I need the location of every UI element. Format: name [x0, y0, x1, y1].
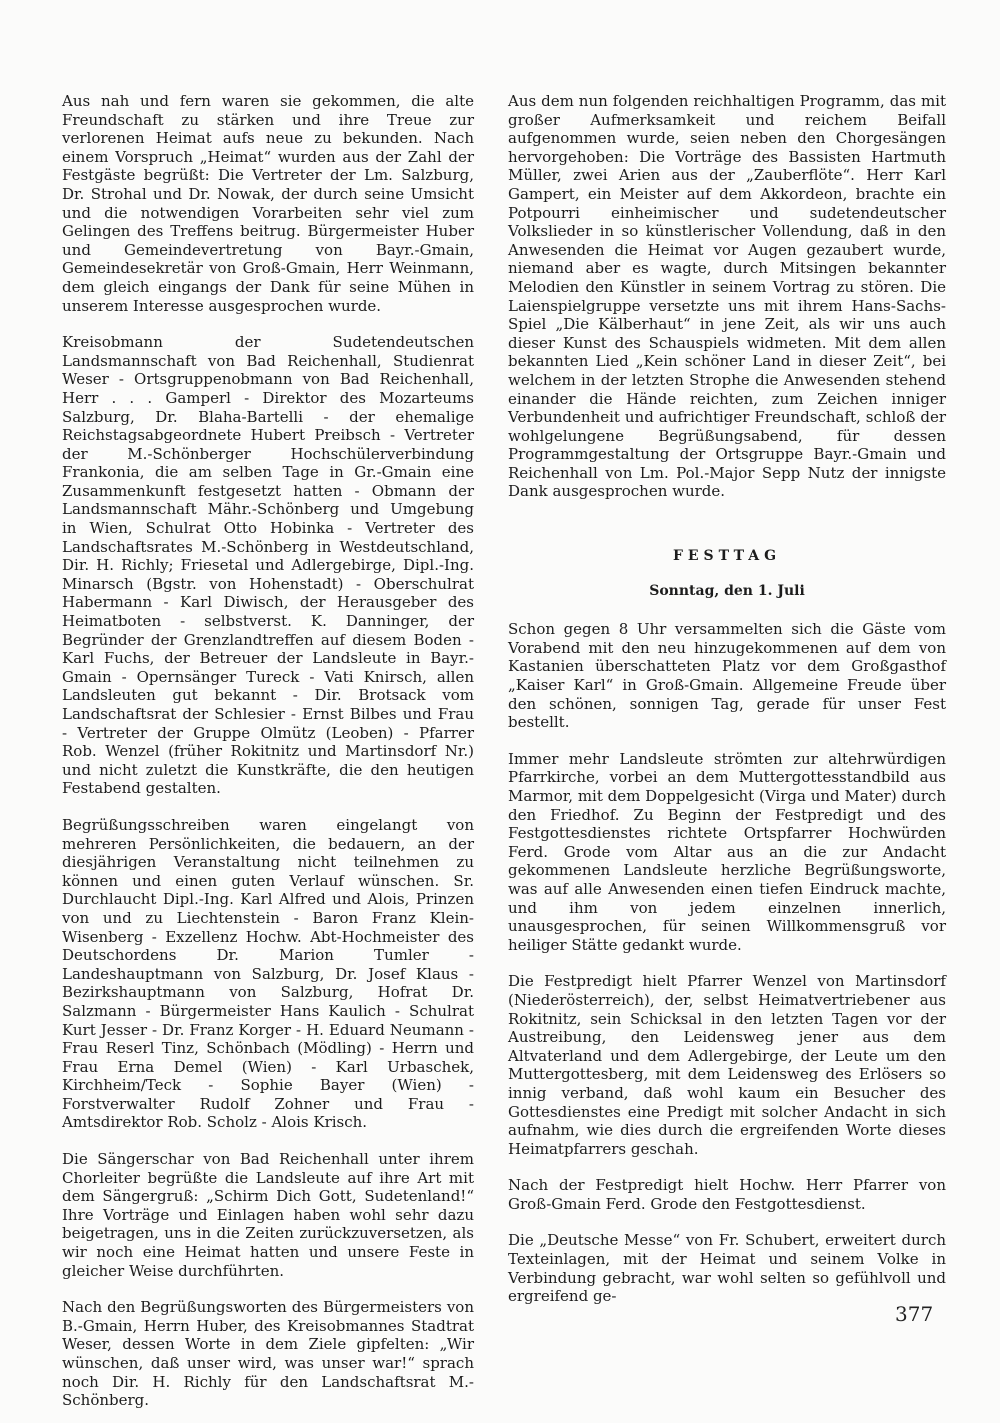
paragraph-guests: Kreisobmann der Sudetendeutschen Landsmannschaft von Bad Reichenhall, Studienrat Weser - Ortsgruppenobmann von Bad Reichenhall, Herr . . . Gamperl - Direktor des Mozarteums Salzburg, Dr. Blaha-Bartelli - der ehemalige Reichstagsabgeordnete Hubert Preibsch - Vertreter der M.-Schönberger Hochschülerverbindung Frankonia, die am selben Tage in Gr.-Gmain eine Zusammenkunft festgesetzt hatten - Obmann der Landsmannschaft Mähr.-Schönberg und Umgebung in Wien, Schulrat Otto Hobinka - Vertreter des Landschaftsrates M.-Schönberg in Westdeutschland, Dir. H. Richly; Friesetal und Adlergebirge, Dipl.-Ing. Minarsch (Bgstr. von Hohenstadt) - Oberschulrat Habermann - Karl Diwisch, der Herausgeber des Heimatboten - selbstverst. K. Danninger, der Begründer der Grenzlandtreffen auf diesem Boden - Karl Fuchs, der Betreuer der Landsleute in Bayr.-Gmain - Opernsänger Tureck - Vati Knirsch, allen Landsleuten gut bekannt - Dir. Brotsack vom Landschaftsrat der Schlesier - Ernst Bilbes und Frau - Vertreter der Gruppe Olmütz (Leoben) - Pfarrer Rob. Wenzel (früher Rokitnitz und Martinsdorf Nr.) und nicht zuletzt die Kunstkräfte, die den heutigen Festabend gestalten. [62, 333, 474, 798]
paragraph-choir: Die Sängerschar von Bad Reichenhall unter ihrem Chorleiter begrüßte die Landsleute auf ihre Art mit dem Sängergruß: „Schirm Dich Gott, Sudetenland!“ Ihre Vorträge und Einlagen haben wohl sehr dazu beigetragen, uns in die Zeiten zurückzuversetzen, als wir noch eine Heimat hatten und unsere Feste in gleicher Weise durchführten. [62, 1150, 474, 1280]
paragraph-morning: Schon gegen 8 Uhr versammelten sich die Gäste vom Vorabend mit den neu hinzugekommenen auf dem von Kastanien überschatteten Platz vor dem Großgasthof „Kaiser Karl“ in Groß-Gmain. Allgemeine Freude über den schönen, sonnigen Tag, gerade für unser Fest bestellt. [508, 620, 946, 732]
paragraph-greetings-letters: Begrüßungsschreiben waren eingelangt von mehreren Persönlichkeiten, die bedauern, an der diesjährigen Veranstaltung nicht teilnehmen zu können und einen guten Verlauf wünschen. Sr. Durchlaucht Dipl.-Ing. Karl Alfred und Alois, Prinzen von und zu Liechtenstein - Baron Franz Klein-Wisenberg - Exzellenz Hochw. Abt-Hochmeister des Deutschordens Dr. Marion Tumler - Landeshauptmann von Salzburg, Dr. Josef Klaus - Bezirkshauptmann von Salzburg, Hofrat Dr. Salzmann - Bürgermeister Hans Kaulich - Schulrat Kurt Jesser - Dr. Franz Korger - H. Eduard Neumann - Frau Reserl Tinz, Schönbach (Mödling) - Herrn und Frau Erna Demel (Wien) - Karl Urbaschek, Kirchheim/Teck - Sophie Bayer (Wien) - Forstverwalter Rudolf Zohner und Frau - Amtsdirektor Rob. Scholz - Alois Krisch. [62, 815, 474, 1132]
right-column [508, 92, 946, 1324]
paragraph-speeches: Nach den Begrüßungsworten des Bürgermeisters von B.-Gmain, Herrn Huber, des Kreisobmannes Stadtrat Weser, dessen Worte in dem Ziele gipfelten: „Wir wünschen, daß unser wird, was unser war!“ sprach noch Dir. H. Richly für den Landschaftsrat M.-Schönberg. [62, 1298, 474, 1410]
page-number: 377 [895, 1302, 934, 1326]
paragraph-mass: Nach der Festpredigt hielt Hochw. Herr Pfarrer von Groß-Gmain Ferd. Grode den Festgottesdienst. [508, 1176, 946, 1213]
section-subheading: Sonntag, den 1. Juli [649, 582, 805, 599]
section-heading: FESTTAG [672, 548, 782, 565]
paragraph-church: Immer mehr Landsleute strömten zur altehrwürdigen Pfarrkirche, vorbei an dem Muttergottesstandbild aus Marmor, mit dem Doppelgesicht (Virga und Mater) durch den Friedhof. Zu Beginn der Festpredigt und des Festgottesdienstes richtete Ortspfarrer Hochwürden Ferd. Grode vom Altar aus an die zur Andacht gekommenen Landsleute herzliche Begrüßungsworte, was auf alle Anwesenden einen tiefen Eindruck machte, und ihm von jedem einzelnen innerlich, unausgesprochen, für seinen Willkommensgruß vor heiliger Stätte gedankt wurde. [508, 749, 946, 954]
paragraph-sermon: Die Festpredigt hielt Pfarrer Wenzel von Martinsdorf (Niederösterreich), der, selbst Heimatvertriebener aus Rokitnitz, sein Schicksal in den letzten Tagen vor der Austreibung, den Leidensweg jener aus dem Altvaterland und dem Adlergebirge, der Leute um den Muttergottesberg, mit dem Leidensweg des Erlösers so innig verband, daß wohl kaum ein Besucher des Gottesdienstes eine Predigt mit solcher Andacht in sich aufnahm, wie dies durch die ergreifenden Worte dieses Heimatpfarrers geschah. [508, 972, 946, 1158]
paragraph-deutsche-messe: Die „Deutsche Messe“ von Fr. Schubert, erweitert durch Texteinlagen, mit der Heimat und seinem Volke in Verbindung gebracht, war wohl selten so gefühlvoll und ergreifend ge- [508, 1231, 946, 1306]
paragraph-welcome: Aus nah und fern waren sie gekommen, die alte Freundschaft zu stärken und ihre Treue zur verlorenen Heimat aufs neue zu bekunden. Nach einem Vorspruch „Heimat“ wurden aus der Zahl der Festgäste begrüßt: Die Vertreter der Lm. Salzburg, Dr. Strohal und Dr. Nowak, der durch seine Umsicht und die notwendigen Vorarbeiten sehr viel zum Gelingen des Treffens beitrug. Bürgermeister Huber und Gemeindevertretung von Bayr.-Gmain, Gemeindesekretär von Groß-Gmain, Herr Weinmann, dem gleich eingangs der Dank für seine Mühen in unserem Interesse ausgesprochen wurde. [62, 92, 474, 315]
paragraph-program: Aus dem nun folgenden reichhaltigen Programm, das mit großer Aufmerksamkeit und reichem Beifall aufgenommen wurde, seien neben den Chorgesängen hervorgehoben: Die Vorträge des Bassisten Hartmuth Müller, zwei Arien aus der „Zauberflöte“. Herr Karl Gampert, ein Meister auf dem Akkordeon, brachte ein Potpourri einheimischer und sudetendeutscher Volkslieder in so künstlerischer Vollendung, daß in den Anwesenden die Heimat vor Augen gezaubert wurde, niemand aber es wagte, durch Mitsingen bekannter Melodien den Künstler in seinem Vortrag zu stören. Die Laienspielgruppe versetzte uns mit ihrem Hans-Sachs-Spiel „Die Kälberhaut“ in jene Zeit, als wir uns auch dieser Kunst des Schauspiels widmeten. Mit dem allen bekannten Lied „Kein schöner Land in dieser Zeit“, bei welchem in der letzten Strophe die Anwesenden stehend einander die Hände reichten, zum Zeichen inniger Verbundenheit und aufrichtiger Freundschaft, schloß der wohlgelungene Begrüßungsabend, für dessen Programmgestaltung der Ortsgruppe Bayr.-Gmain und Reichenhall von Lm. Pol.-Major Sepp Nutz der innigste Dank ausgesprochen wurde. [508, 92, 946, 501]
left-column [62, 92, 474, 1428]
